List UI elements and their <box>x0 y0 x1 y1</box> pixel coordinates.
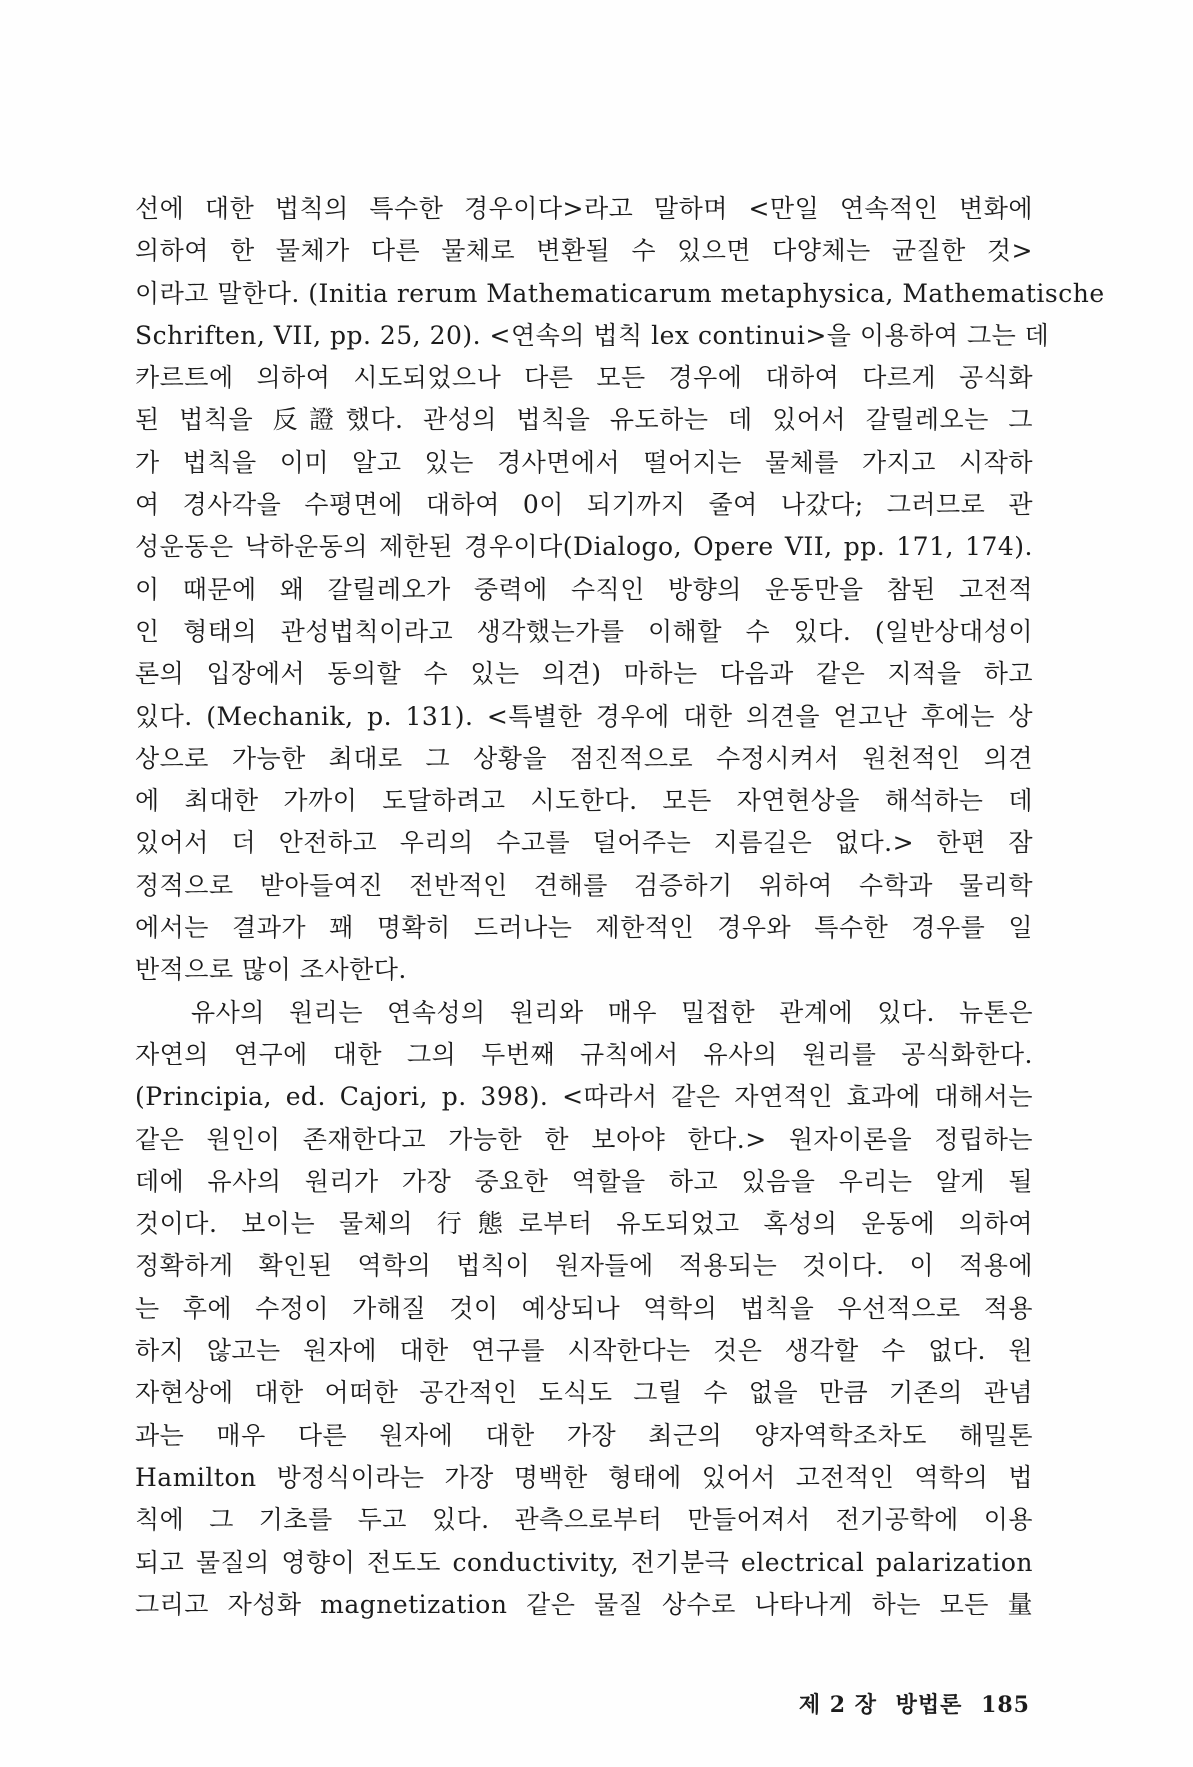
text-line: 칙에 그 기초를 두고 있다. 관측으로부터 만들어져서 전기공학에 이용 <box>135 1505 1033 1535</box>
text-line: 여 경사각을 수평면에 대하여 0이 되기까지 줄여 나갔다; 그러므로 관 <box>135 490 1033 520</box>
page-number: 185 <box>981 1692 1030 1718</box>
text-line: 론의 입장에서 동의할 수 있는 의견) 마하는 다음과 같은 지적을 하고 <box>135 659 1033 689</box>
text-line: Hamilton 방정식이라는 가장 명백한 형태에 있어서 고전적인 역학의 법 <box>135 1462 1033 1492</box>
text-line: 자현상에 대한 어떠한 공간적인 도식도 그릴 수 없을 만큼 기존의 관념 <box>135 1378 1033 1408</box>
text-line: (Principia, ed. Cajori, p. 398). <따라서 같은 자연적인 효과에 대해서는 <box>135 1082 1033 1112</box>
text-line: 의하여 한 물체가 다른 물체로 변환될 수 있으면 다양체는 균질한 것> <box>135 236 1033 266</box>
text-line: Schriften, VII, pp. 25, 20). <연속의 법칙 lex continui>을 이용하여 그는 데 <box>135 320 1050 350</box>
body-text <box>135 188 1105 1626</box>
text-line: 되고 물질의 영향이 전도도 conductivity, 전기분극 electrical palarization <box>135 1547 1033 1577</box>
text-line: 상으로 가능한 최대로 그 상황을 점진적으로 수정시켜서 원천적인 의견 <box>135 743 1033 773</box>
text-line: 같은 원인이 존재한다고 가능한 한 보아야 한다.> 원자이론을 정립하는 <box>135 1124 1033 1154</box>
text-line: 에서는 결과가 꽤 명확히 드러나는 제한적인 경우와 특수한 경우를 일 <box>135 913 1033 943</box>
text-line: 인 형태의 관성법칙이라고 생각했는가를 이해할 수 있다. (일반상대성이 <box>135 616 1033 646</box>
text-line: 선에 대한 법칙의 특수한 경우이다>라고 말하며 <만일 연속적인 변화에 <box>135 194 1033 223</box>
text-line: 정적으로 받아들여진 전반적인 견해를 검증하기 위하여 수학과 물리학 <box>135 870 1033 900</box>
text-line: 있다. (Mechanik, p. 131). <특별한 경우에 대한 의견을 얻고난 후에는 상 <box>135 701 1033 731</box>
section-label: 방법론 <box>895 1692 963 1718</box>
text-line: 에 최대한 가까이 도달하려고 시도한다. 모든 자연현상을 해석하는 데 <box>135 786 1033 816</box>
text-line: 과는 매우 다른 원자에 대한 가장 최근의 양자역학조차도 해밀톤 <box>135 1420 1033 1450</box>
text-line: 카르트에 의하여 시도되었으나 다른 모든 경우에 대하여 다르게 공식화 <box>135 363 1033 393</box>
text-line: 이 때문에 왜 갈릴레오가 중력에 수직인 방향의 운동만을 참된 고전적 <box>135 574 1033 604</box>
text-line: 유사의 원리는 연속성의 원리와 매우 밀접한 관계에 있다. 뉴톤은 <box>191 997 1033 1027</box>
text-line: 있어서 더 안전하고 우리의 수고를 덜어주는 지름길은 없다.> 한편 잠 <box>135 828 1033 858</box>
text-line: 자연의 연구에 대한 그의 두번째 규칙에서 유사의 원리를 공식화한다. <box>135 1039 1033 1069</box>
chapter-label: 제 2 장 <box>798 1692 877 1718</box>
text-line: 하지 않고는 원자에 대한 연구를 시작한다는 것은 생각할 수 없다. 원 <box>135 1336 1033 1366</box>
text-line: 그리고 자성화 magnetization 같은 물질 상수로 나타나게 하는 모든 量 <box>135 1589 1033 1619</box>
text-line: 는 후에 수정이 가해질 것이 예상되나 역학의 법칙을 우선적으로 적용 <box>135 1293 1033 1323</box>
text-line: 이라고 말한다. (Initia rerum Mathematicarum metaphysica, Mathematische <box>135 278 1105 308</box>
text-line: 정확하게 확인된 역학의 법칙이 원자들에 적용되는 것이다. 이 적용에 <box>135 1251 1033 1281</box>
text-line: 데에 유사의 원리가 가장 중요한 역할을 하고 있음을 우리는 알게 될 <box>135 1166 1033 1196</box>
text-line: 된 법칙을 反證했다. 관성의 법칙을 유도하는 데 있어서 갈릴레오는 그 <box>135 405 1033 435</box>
page-footer <box>760 1688 1030 1719</box>
text-line: 가 법칙을 이미 알고 있는 경사면에서 떨어지는 물체를 가지고 시작하 <box>135 447 1033 477</box>
text-line: 것이다. 보이는 물체의 行態로부터 유도되었고 혹성의 운동에 의하여 <box>135 1209 1033 1239</box>
text-line: 성운동은 낙하운동의 제한된 경우이다(Dialogo, Opere VII, pp. 171, 174). <box>135 532 1033 562</box>
text-line: 반적으로 많이 조사한다. <box>135 955 407 985</box>
